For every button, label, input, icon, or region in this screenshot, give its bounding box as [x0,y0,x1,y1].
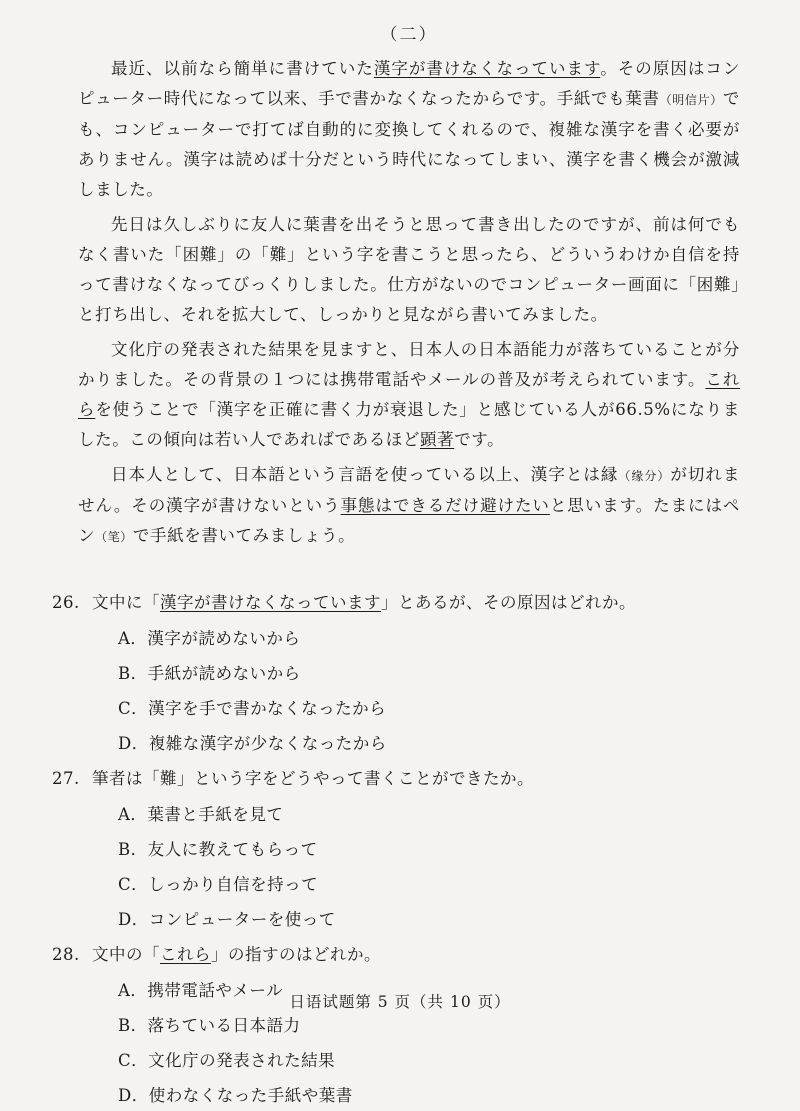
option-b[interactable] [118,1011,740,1041]
question-number: 28. [52,945,80,964]
option-letter: B． [118,840,148,859]
option-text: 友人に教えてもらって [147,840,318,859]
option-letter: B． [118,664,148,683]
question-26 [52,588,740,759]
question-28 [52,940,740,1111]
p3-underlined-kencho: 顕著 [420,430,455,449]
option-letter: C． [118,699,149,718]
option-text: 葉書と手紙を見て [147,805,284,824]
option-text: 漢字を手で書かなくなったから [148,699,387,718]
p4-gloss-1: （缘分） [618,469,671,483]
option-a[interactable] [118,624,740,654]
page-footer: 日语试题第 5 页（共 10 页） [289,993,511,1011]
p4-text-a: 日本人として、日本語という言語を使っている以上、漢字とは縁 [111,465,619,484]
option-text: 使わなくなった手紙や葉書 [148,1086,353,1105]
option-letter: D． [118,910,149,929]
option-a[interactable] [118,800,740,830]
question-number: 27. [52,769,80,788]
stem-text-b: 」とあるが、その原因はどれか。 [381,593,636,612]
passage-paragraph-2: 先日は久しぶりに友人に葉書を出そうと思って書き出したのですが、前は何でもなく書いた「困難」の「難」という字を書こうと思ったら、どういうわけか自信を持って書けなくなってびっくりしました。仕方がないのでコンピューター画面に「困難」と打ち出し、それを拡大して、しっかりと見ながら書いてみました。 [78,215,740,324]
option-c[interactable] [118,694,740,724]
option-text: 複雑な漢字が少なくなったから [148,734,387,753]
p3-text-a: 文化庁の発表された結果を見ますと、日本人の日本語能力が落ちていることが分かりました。その背景の１つには携帯電話やメールの普及が考えられています。 [78,340,740,389]
option-text: しっかり自信を持って [148,875,319,894]
p3-underlined-korera: これら [78,370,740,419]
option-text: 落ちている日本語力 [147,1016,301,1035]
p1-gloss: （明信片） [659,93,723,107]
option-letter: A． [118,805,148,824]
passage-paragraph-4 [78,460,740,552]
p1-text-c: でも、コンピューターで打てば自動的に変換してくれるので、複雑な漢字を書く必要がありません。漢字は読めば十分だという時代になってしまい、漢字を書く機会が激減しました。 [78,89,740,199]
option-letter: C． [118,1051,149,1070]
stem-underlined: これら [160,945,211,964]
option-text: コンピューターを使って [148,910,336,929]
option-letter: B． [118,1016,148,1035]
option-d[interactable] [118,905,740,935]
stem-underlined: 漢字が書けなくなっています [160,593,381,612]
option-letter: D． [118,734,149,753]
passage-paragraph-3 [78,335,740,455]
section-title: （二） [380,25,438,45]
question-number: 26. [52,593,80,612]
option-d[interactable] [118,729,740,759]
reading-passage [78,54,740,552]
p4-text-c: と思います。たまにはペン [78,496,741,545]
p1-text-b: 。その原因はコンピューター時代になって以来、手で書かなくなったからです。手紙でも葉書 [78,59,741,108]
option-letter: C． [118,875,149,894]
stem-text-b: 」の指すのはどれか。 [211,945,381,964]
option-text: 手紙が読めないから [147,664,301,683]
option-d[interactable] [118,1081,740,1111]
p3-text-b: を使うことで「漢字を正確に書く力が衰退した」と感じている人が66.5%になりました。この傾向は若い人であればであるほど [78,400,740,449]
option-letter: A． [118,629,148,648]
question-stem [52,764,740,794]
p4-text-b: が切れません。その漢字が書けないという [78,465,740,515]
option-b[interactable] [118,835,740,865]
option-c[interactable] [118,1046,740,1076]
question-stem [52,588,740,618]
option-letter: D． [118,1086,149,1105]
option-letter: A． [118,981,148,1000]
p4-text-d: で手紙を書いてみましょう。 [132,526,356,545]
passage-paragraph-1 [78,54,740,205]
p4-underlined-phrase: 事態はできるだけ避けたい [340,496,550,515]
stem-text-a: 文中に「 [92,593,160,612]
p1-text-a: 最近、以前なら簡単に書けていた [111,59,374,78]
question-list [52,588,740,1111]
option-text: 文化庁の発表された結果 [148,1051,336,1070]
p4-gloss-2: （笔） [95,530,133,544]
question-stem [52,940,740,970]
option-text: 携帯電話やメール [147,981,284,1000]
option-b[interactable] [118,659,740,689]
stem-text-a: 筆者は「難」という字をどうやって書くことができたか。 [92,769,534,788]
option-text: 漢字が読めないから [147,629,301,648]
p1-underlined-phrase: 漢字が書けなくなっています [373,59,601,78]
p3-text-c: です。 [454,430,505,449]
option-c[interactable] [118,870,740,900]
stem-text-a: 文中の「 [92,945,160,964]
question-27 [52,764,740,935]
